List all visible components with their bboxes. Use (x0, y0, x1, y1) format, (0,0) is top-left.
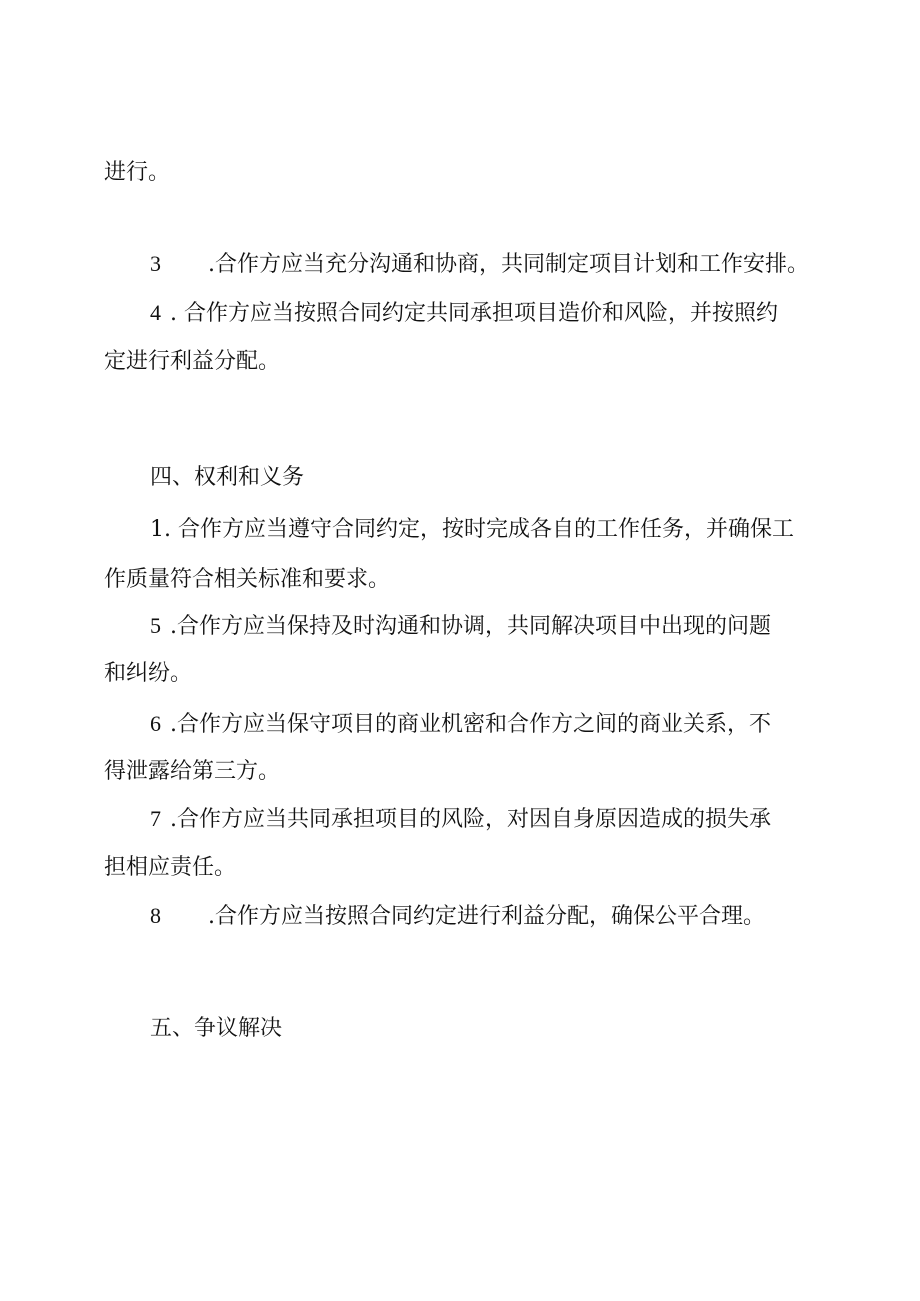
item-number: 4 (150, 300, 161, 325)
item-text: 和纠纷。 (104, 661, 193, 686)
section-heading-5 (150, 1015, 282, 1043)
item-number: 8 (150, 903, 161, 928)
list-item-4-continuation (104, 348, 280, 376)
list-item-4 (150, 299, 778, 328)
item-number: 3 (150, 251, 161, 276)
paragraph-text: 进行。 (104, 160, 171, 185)
item-number: 5 (150, 613, 161, 638)
item-text: . 合作方应当按照合同约定共同承担项目造价和风险，并按照约 (170, 301, 778, 326)
item-text: 定进行利益分配。 (104, 349, 281, 374)
item-text: 得泄露给第三方。 (104, 759, 281, 784)
item-text: 作质量符合相关标准和要求。 (104, 567, 391, 592)
s4-list-item-1 (150, 516, 794, 544)
s4-list-item-5 (150, 612, 771, 641)
item-text: .合作方应当共同承担项目的风险，对因自身原因造成的损失承 (170, 807, 771, 832)
s4-list-item-6-continuation (104, 758, 280, 786)
heading-text: 四、权利和义务 (150, 465, 305, 490)
continuation-line (104, 159, 170, 187)
s4-list-item-6 (150, 710, 771, 739)
list-item-3 (150, 250, 809, 279)
s4-list-item-5-continuation (104, 660, 192, 688)
item-text: .合作方应当按照合同约定进行利益分配，确保公平合理。 (208, 904, 765, 929)
item-text: 1. 合作方应当遵守合同约定，按时完成各自的工作任务，并确保工 (150, 517, 794, 542)
section-heading-4 (150, 464, 304, 492)
item-text: .合作方应当保持及时沟通和协调，共同解决项目中出现的问题 (170, 614, 771, 639)
item-text: .合作方应当充分沟通和协商，共同制定项目计划和工作安排。 (208, 252, 809, 277)
s4-list-item-8 (150, 902, 765, 931)
item-text: .合作方应当保守项目的商业机密和合作方之间的商业关系，不 (170, 712, 771, 737)
s4-list-item-7 (150, 805, 771, 834)
s4-list-item-1-continuation (104, 566, 390, 594)
item-text: 担相应责任。 (104, 855, 237, 880)
item-number: 7 (150, 806, 161, 831)
heading-text: 五、争议解决 (150, 1016, 283, 1041)
s4-list-item-7-continuation (104, 854, 236, 882)
item-number: 6 (150, 711, 161, 736)
